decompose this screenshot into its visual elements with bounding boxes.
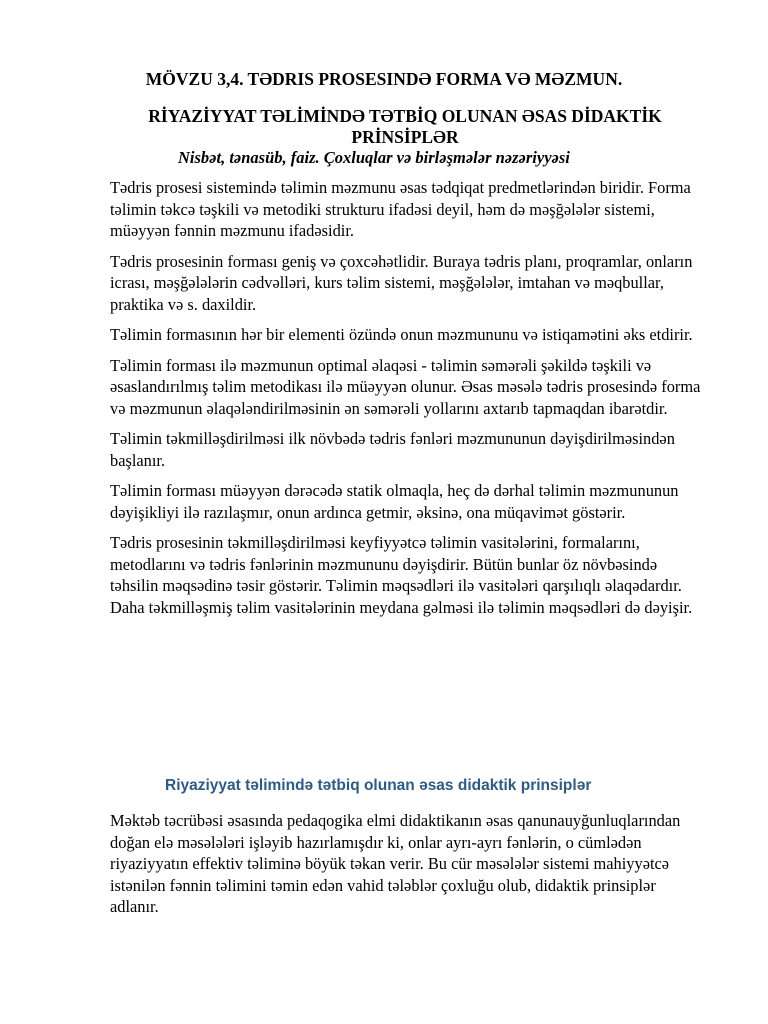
paragraph-6: Təlimin forması müəyyən dərəcədə statik olmaqla, heç də dərhal təlimin məzmununun dəyişikliyi ilə razılaşmır, onun ardınca getmir, əksinə, ona müqavimət göstərir. xyxy=(110,481,679,522)
paragraph-3: Təlimin formasının hər bir elementi özündə onun məzmununu və istiqamətini əks etdirir. xyxy=(110,325,693,344)
document-title: MÖVZU 3,4. TƏDRIS PROSESINDƏ FORMA VƏ MƏZMUN. xyxy=(145,69,623,89)
paragraph-7: Tədris prosesinin təkmilləşdirilməsi keyfiyyətcə təlimin vasitələrini, formalarını, metodlarını və tədris fənlərinin məzmununu dəyişdirir. Bütün bunlar öz növbəsində təhsilin məqsədinə təsir göstərir. Təlimin məqsədləri ilə vasitələri qarşılıqlı əlaqədardır. Daha təkmilləşmiş təlim vasitələrinin meydana gəlməsi ilə təlimin məqsədləri də dəyişir. xyxy=(110,533,693,617)
section-text-block xyxy=(110,810,702,927)
main-text-block xyxy=(110,177,702,627)
paragraph-5: Təlimin təkmilləşdirilməsi ilk növbədə tədris fənləri məzmununun dəyişdirilməsindən başlanır. xyxy=(110,429,675,470)
paragraph-1: Tədris prosesi sistemində təlimin məzmunu əsas tədqiqat predmetlərindən biridir. Forma təlimin təkcə təşkili və metodiki strukturu ifadəsi deyil, həm də məşğələlər sistemi, müəyyən fənnin məzmunu ifadəsidir. xyxy=(110,178,691,240)
paragraph-2: Tədris prosesinin forması geniş və çoxcəhətlidir. Buraya tədris planı, proqramlar, onların icrası, məşğələlərin cədvəlləri, kurs təlim sistemi, məşğələlər, imtahan və məqbullar, praktika və s. daxildir. xyxy=(110,251,693,314)
paragraph-4: Təlimin forması ilə məzmunun optimal əlaqəsi - təlimin səmərəli şəkildə təşkili və əsaslandırılmış təlim metodikası ilə müəyyən olunur. Əsas məsələ tədris prosesində forma və məzmunun əlaqələndirilməsinin ən səmərəli yollarını axtarıb tapmaqdan ibarətdir. xyxy=(110,355,701,418)
section-heading: Riyaziyyat təlimində tətbiq olunan əsas didaktik prinsiplər xyxy=(165,777,592,794)
document-title-secondary: RİYAZİYYAT TƏLİMİNDƏ TƏTBİQ OLUNAN ƏSAS DİDAKTİK PRİNSİPLƏR xyxy=(148,106,662,147)
document-subtitle: Nisbət, tənasüb, faiz. Çoxluqlar və birləşmələr nəzəriyyəsi xyxy=(178,148,570,167)
section-paragraph-1: Məktəb təcrübəsi əsasında pedaqogika elmi didaktikanın əsas qanunauyğunluqlarından doğan elə məsələləri işləyib hazırlamışdır ki, onlar ayrı-ayrı fənlərin, o cümlədən riyaziyyatın effektiv təliminə böyük təkan verir. Bu cür məsələlər sistemi mahiyyətcə istənilən fənnin təlimini təmin edən vahid tələblər çoxluğu olub, didaktik prinsiplər adlanır. xyxy=(110,811,681,916)
